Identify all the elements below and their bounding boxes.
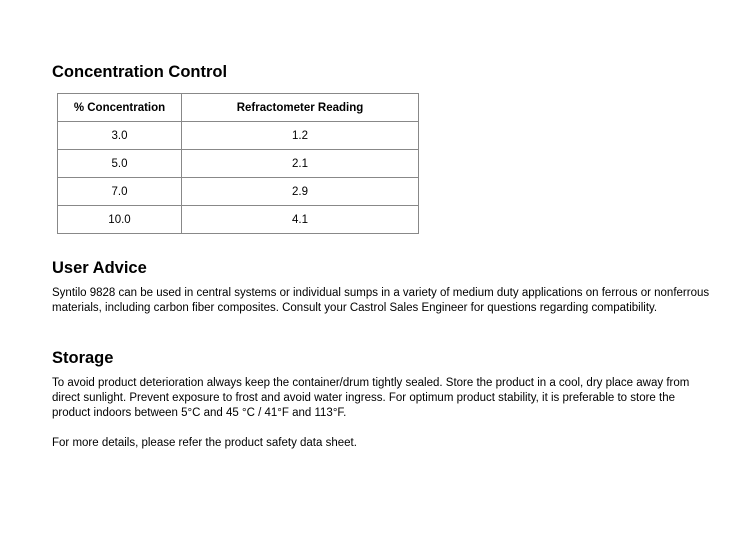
column-header-refractometer: Refractometer Reading bbox=[182, 94, 419, 122]
table-row bbox=[58, 206, 419, 234]
refractometer-cell: 2.1 bbox=[182, 150, 419, 178]
concentration-cell: 3.0 bbox=[58, 122, 182, 150]
refractometer-cell: 2.9 bbox=[182, 178, 419, 206]
table-row bbox=[58, 178, 419, 206]
storage-heading: Storage bbox=[52, 349, 114, 367]
table-header-row bbox=[58, 94, 419, 122]
concentration-control-heading: Concentration Control bbox=[52, 63, 228, 81]
user-advice-paragraph: Syntilo 9828 can be used in central systems or individual sumps in a variety of medium duty applications on ferrous or nonferrous materials, including carbon fiber composites. Consult your Castrol Sales Engineer for questions regarding compatibility. bbox=[52, 287, 710, 314]
table-row bbox=[58, 150, 419, 178]
details-note: For more details, please refer the product safety data sheet. bbox=[52, 437, 357, 449]
refractometer-cell: 1.2 bbox=[182, 122, 419, 150]
concentration-cell: 10.0 bbox=[58, 206, 182, 234]
table-row bbox=[58, 122, 419, 150]
concentration-cell: 5.0 bbox=[58, 150, 182, 178]
concentration-table bbox=[57, 93, 419, 234]
concentration-cell: 7.0 bbox=[58, 178, 182, 206]
storage-paragraph: To avoid product deterioration always keep the container/drum tightly sealed. Store the product in a cool, dry place away from direct sunlight. Prevent exposure to frost and avoid water ingress. For optimum product stability, it is preferable to store the product indoors between 5°C and 45 °C / 41°F and 113°F. bbox=[52, 377, 690, 419]
column-header-concentration: % Concentration bbox=[58, 94, 182, 122]
refractometer-cell: 4.1 bbox=[182, 206, 419, 234]
user-advice-heading: User Advice bbox=[52, 259, 147, 277]
